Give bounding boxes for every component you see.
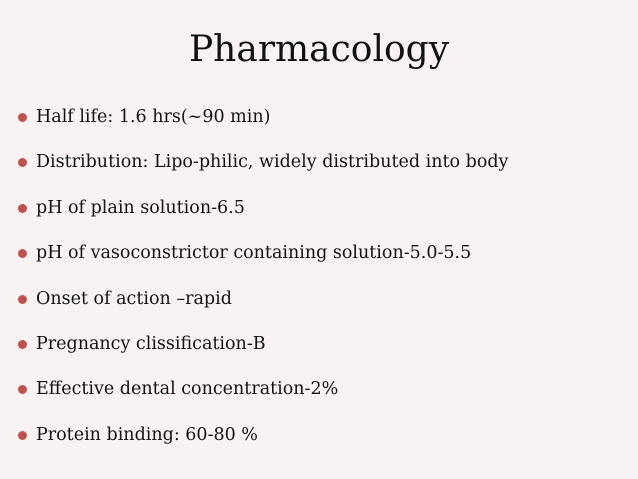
bullet-item (18, 376, 633, 421)
bullet-item (18, 422, 633, 467)
bullet-icon (18, 385, 27, 394)
bullet-item (18, 331, 633, 376)
bullet-icon (18, 249, 27, 258)
bullet-text: Effective dental concentration-2% (36, 379, 339, 400)
bullet-item (18, 286, 633, 331)
bullet-text: pH of plain solution-6.5 (36, 197, 245, 218)
bullet-text: pH of vasoconstrictor containing solution-5.0-5.5 (36, 243, 472, 264)
bullet-icon (18, 295, 27, 304)
bullet-list (18, 104, 633, 467)
bullet-icon (18, 204, 27, 213)
bullet-item (18, 240, 633, 285)
bullet-text: Half life: 1.6 hrs(~90 min) (36, 107, 271, 127)
bullet-icon (18, 340, 27, 349)
bullet-icon (18, 113, 27, 122)
slide-title: Pharmacology (188, 29, 450, 70)
bullet-text: Protein binding: 60-80 % (36, 424, 258, 445)
bullet-item (18, 195, 633, 240)
bullet-item (18, 149, 633, 194)
bullet-icon (18, 158, 27, 167)
bullet-text: Onset of action –rapid (36, 288, 232, 309)
bullet-icon (18, 431, 27, 440)
bullet-text: Distribution: Lipo-philic, widely distributed into body (36, 152, 509, 173)
bullet-item (18, 104, 633, 149)
bullet-text: Pregnancy clissification-B (36, 333, 266, 354)
